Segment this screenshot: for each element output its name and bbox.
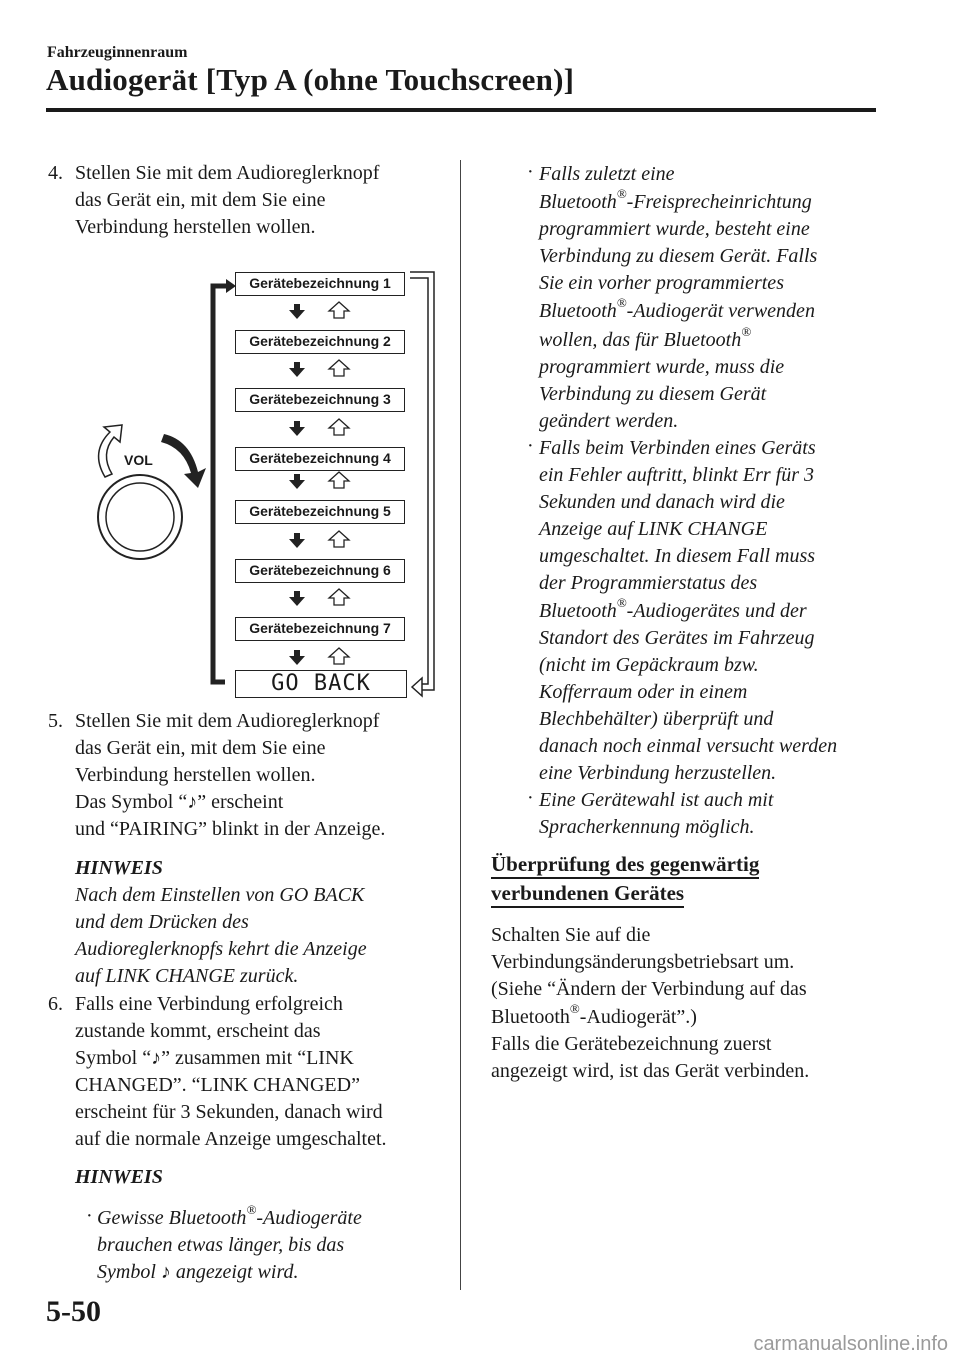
note-line bbox=[97, 1259, 298, 1286]
note-line: Falls beim Verbinden eines Geräts bbox=[539, 437, 816, 459]
bluetooth-audio-icon: ♪ bbox=[187, 791, 198, 813]
step-text-line bbox=[75, 1045, 354, 1072]
step-text-line: zustande kommt, erscheint das bbox=[75, 1020, 321, 1042]
step-text-line: Verbindung herstellen wollen. bbox=[75, 764, 316, 786]
registered-mark: ® bbox=[246, 1202, 257, 1217]
loop-arrowhead-right bbox=[412, 678, 422, 696]
text-fragment: Bluetooth bbox=[539, 600, 617, 622]
registered-mark: ® bbox=[741, 324, 752, 339]
column-divider bbox=[460, 160, 461, 1290]
knob-inner bbox=[106, 483, 174, 551]
registered-mark: ® bbox=[616, 186, 627, 201]
device-name-7: Gerätebezeichnung 7 bbox=[235, 617, 405, 641]
page-number: 5-50 bbox=[46, 1295, 101, 1328]
loop-bracket-right-outer bbox=[410, 272, 434, 690]
note-line: Audioreglerknopfs kehrt die Anzeige bbox=[75, 938, 367, 960]
text-fragment: Das Symbol “ bbox=[75, 791, 188, 813]
note-line bbox=[539, 324, 752, 354]
text-fragment: Symbol bbox=[97, 1261, 161, 1283]
note-line: Verbindung zu diesem Gerät bbox=[539, 383, 767, 405]
note-line: Verbindung zu diesem Gerät. Falls bbox=[539, 245, 818, 267]
device-name-5: Gerätebezeichnung 5 bbox=[235, 500, 405, 524]
registered-mark: ® bbox=[616, 295, 627, 310]
text-fragment: wollen, das für Bluetooth bbox=[539, 329, 742, 351]
up-arrow-icon bbox=[329, 419, 349, 435]
note-line: Sekunden und danach wird die bbox=[539, 491, 785, 513]
down-arrow-icon bbox=[289, 591, 305, 606]
device-name-2: Gerätebezeichnung 2 bbox=[235, 330, 405, 354]
registered-mark: ® bbox=[616, 595, 627, 610]
up-arrow-icon bbox=[329, 531, 349, 547]
note-line bbox=[97, 1202, 362, 1232]
loop-bracket-left bbox=[213, 286, 228, 682]
note-line: brauchen etwas länger, bis das bbox=[97, 1234, 345, 1256]
note-line: Falls zuletzt eine bbox=[539, 163, 675, 185]
heading-line: verbundenen Gerätes bbox=[491, 880, 684, 908]
step-text-line: erscheint für 3 Sekunden, danach wird bbox=[75, 1101, 383, 1123]
step-text-line: Verbindung herstellen wollen. bbox=[75, 216, 316, 238]
note-line bbox=[539, 295, 815, 325]
step-text-line: Falls eine Verbindung erfolgreich bbox=[75, 993, 343, 1015]
note-line: Kofferraum oder in einem bbox=[539, 681, 748, 703]
step-text-line: Stellen Sie mit dem Audioreglerknopf bbox=[75, 162, 380, 184]
text-fragment: Symbol “ bbox=[75, 1047, 152, 1069]
body-line: angezeigt wird, ist das Gerät verbinden. bbox=[491, 1060, 810, 1082]
watermark: carmanualsonline.info bbox=[753, 1333, 948, 1355]
step-text-line bbox=[75, 789, 283, 816]
note-line: programmiert wurde, besteht eine bbox=[539, 218, 810, 240]
body-line: Verbindungsänderungsbetriebsart um. bbox=[491, 951, 795, 973]
note-line: Eine Gerätewahl ist auch mit bbox=[539, 789, 774, 811]
device-selection-diagram bbox=[60, 262, 452, 710]
note-line: geändert werden. bbox=[539, 410, 679, 432]
note-line: Anzeige auf LINK CHANGE bbox=[539, 518, 768, 540]
note-line: Nach dem Einstellen von GO BACK bbox=[75, 884, 365, 906]
loop-bracket-right-inner bbox=[410, 278, 428, 684]
device-name-6: Gerätebezeichnung 6 bbox=[235, 559, 405, 583]
note-line: programmiert wurde, muss die bbox=[539, 356, 785, 378]
note-line: ein Fehler auftritt, blinkt Err für 3 bbox=[539, 464, 814, 486]
ccw-arrow-icon bbox=[99, 425, 122, 477]
step-text-line: das Gerät ein, mit dem Sie eine bbox=[75, 189, 326, 211]
step-number: 4. bbox=[48, 162, 63, 184]
bullet: · bbox=[86, 1205, 93, 1227]
text-fragment: -Audiogeräte bbox=[256, 1207, 362, 1229]
note-line: auf LINK CHANGE zurück. bbox=[75, 965, 299, 987]
down-arrow-icon bbox=[289, 362, 305, 377]
up-arrow-icon bbox=[329, 302, 349, 318]
text-fragment: Gewisse Bluetooth bbox=[97, 1207, 247, 1229]
bluetooth-audio-icon: ♪ bbox=[151, 1047, 162, 1069]
step-text-line: auf die normale Anzeige umgeschaltet. bbox=[75, 1128, 387, 1150]
step-arrows bbox=[289, 302, 349, 665]
note-heading: HINWEIS bbox=[75, 857, 163, 879]
note-line: umgeschaltet. In diesem Fall muss bbox=[539, 545, 816, 567]
title-rule bbox=[46, 108, 876, 112]
step-text-line: und “PAIRING” blinkt in der Anzeige. bbox=[75, 818, 386, 840]
device-name-1: Gerätebezeichnung 1 bbox=[235, 272, 405, 296]
body-line: Schalten Sie auf die bbox=[491, 924, 651, 946]
vol-label: VOL bbox=[124, 452, 153, 468]
text-fragment: Bluetooth bbox=[491, 1006, 570, 1028]
bullet: · bbox=[527, 435, 534, 457]
text-fragment: -Freisprecheinrichtung bbox=[626, 191, 812, 213]
step-text-line: CHANGED”. “LINK CHANGED” bbox=[75, 1074, 360, 1096]
step-number: 5. bbox=[48, 710, 63, 732]
text-fragment: -Audiogerätes und der bbox=[626, 600, 807, 622]
device-name-4: Gerätebezeichnung 4 bbox=[235, 447, 405, 471]
section-label: Fahrzeuginnenraum bbox=[47, 44, 188, 61]
note-line bbox=[539, 595, 807, 625]
device-name-3: Gerätebezeichnung 3 bbox=[235, 388, 405, 412]
note-heading: HINWEIS bbox=[75, 1166, 163, 1188]
note-line: (nicht im Gepäckraum bzw. bbox=[539, 654, 759, 676]
text-fragment: Bluetooth bbox=[539, 191, 617, 213]
note-line: Spracherkennung möglich. bbox=[539, 816, 755, 838]
note-line: Blechbehälter) überprüft und bbox=[539, 708, 774, 730]
cw-arrow-icon bbox=[161, 434, 206, 488]
text-fragment: ” zusammen mit “LINK bbox=[161, 1047, 354, 1069]
down-arrow-icon bbox=[289, 533, 305, 548]
knob-outer bbox=[98, 475, 182, 559]
text-fragment: Bluetooth bbox=[539, 300, 617, 322]
text-fragment: angezeigt wird. bbox=[170, 1261, 299, 1283]
up-arrow-icon bbox=[329, 360, 349, 376]
note-line: Standort des Gerätes im Fahrzeug bbox=[539, 627, 815, 649]
body-line: (Siehe “Ändern der Verbindung auf das bbox=[491, 978, 807, 1000]
bullet: · bbox=[527, 787, 534, 809]
go-back-display: GO BACK bbox=[235, 670, 407, 698]
note-line bbox=[539, 186, 812, 216]
registered-mark: ® bbox=[569, 1001, 580, 1016]
note-line: danach noch einmal versucht werden bbox=[539, 735, 838, 757]
text-fragment: ” erscheint bbox=[197, 791, 284, 813]
body-line: Falls die Gerätebezeichnung zuerst bbox=[491, 1033, 772, 1055]
note-line: Sie ein vorher programmiertes bbox=[539, 272, 784, 294]
step-number: 6. bbox=[48, 993, 63, 1015]
down-arrow-icon bbox=[289, 650, 305, 665]
down-arrow-icon bbox=[289, 474, 305, 489]
note-line: und dem Drücken des bbox=[75, 911, 249, 933]
body-line bbox=[491, 1001, 697, 1031]
up-arrow-icon bbox=[329, 472, 349, 488]
up-arrow-icon bbox=[329, 648, 349, 664]
note-line: eine Verbindung herzustellen. bbox=[539, 762, 777, 784]
text-fragment: -Audiogerät”.) bbox=[579, 1006, 697, 1028]
bluetooth-audio-icon: ♪ bbox=[160, 1261, 171, 1283]
up-arrow-icon bbox=[329, 589, 349, 605]
down-arrow-icon bbox=[289, 421, 305, 436]
text-fragment: -Audiogerät verwenden bbox=[626, 300, 815, 322]
section-heading bbox=[491, 850, 759, 908]
page-title: Audiogerät [Typ A (ohne Touchscreen)] bbox=[46, 62, 575, 97]
step-text-line: das Gerät ein, mit dem Sie eine bbox=[75, 737, 326, 759]
note-line: der Programmierstatus des bbox=[539, 572, 758, 594]
heading-line: Überprüfung des gegenwärtig bbox=[491, 851, 759, 879]
step-text-line: Stellen Sie mit dem Audioreglerknopf bbox=[75, 710, 380, 732]
down-arrow-icon bbox=[289, 304, 305, 319]
bullet: · bbox=[527, 161, 534, 183]
